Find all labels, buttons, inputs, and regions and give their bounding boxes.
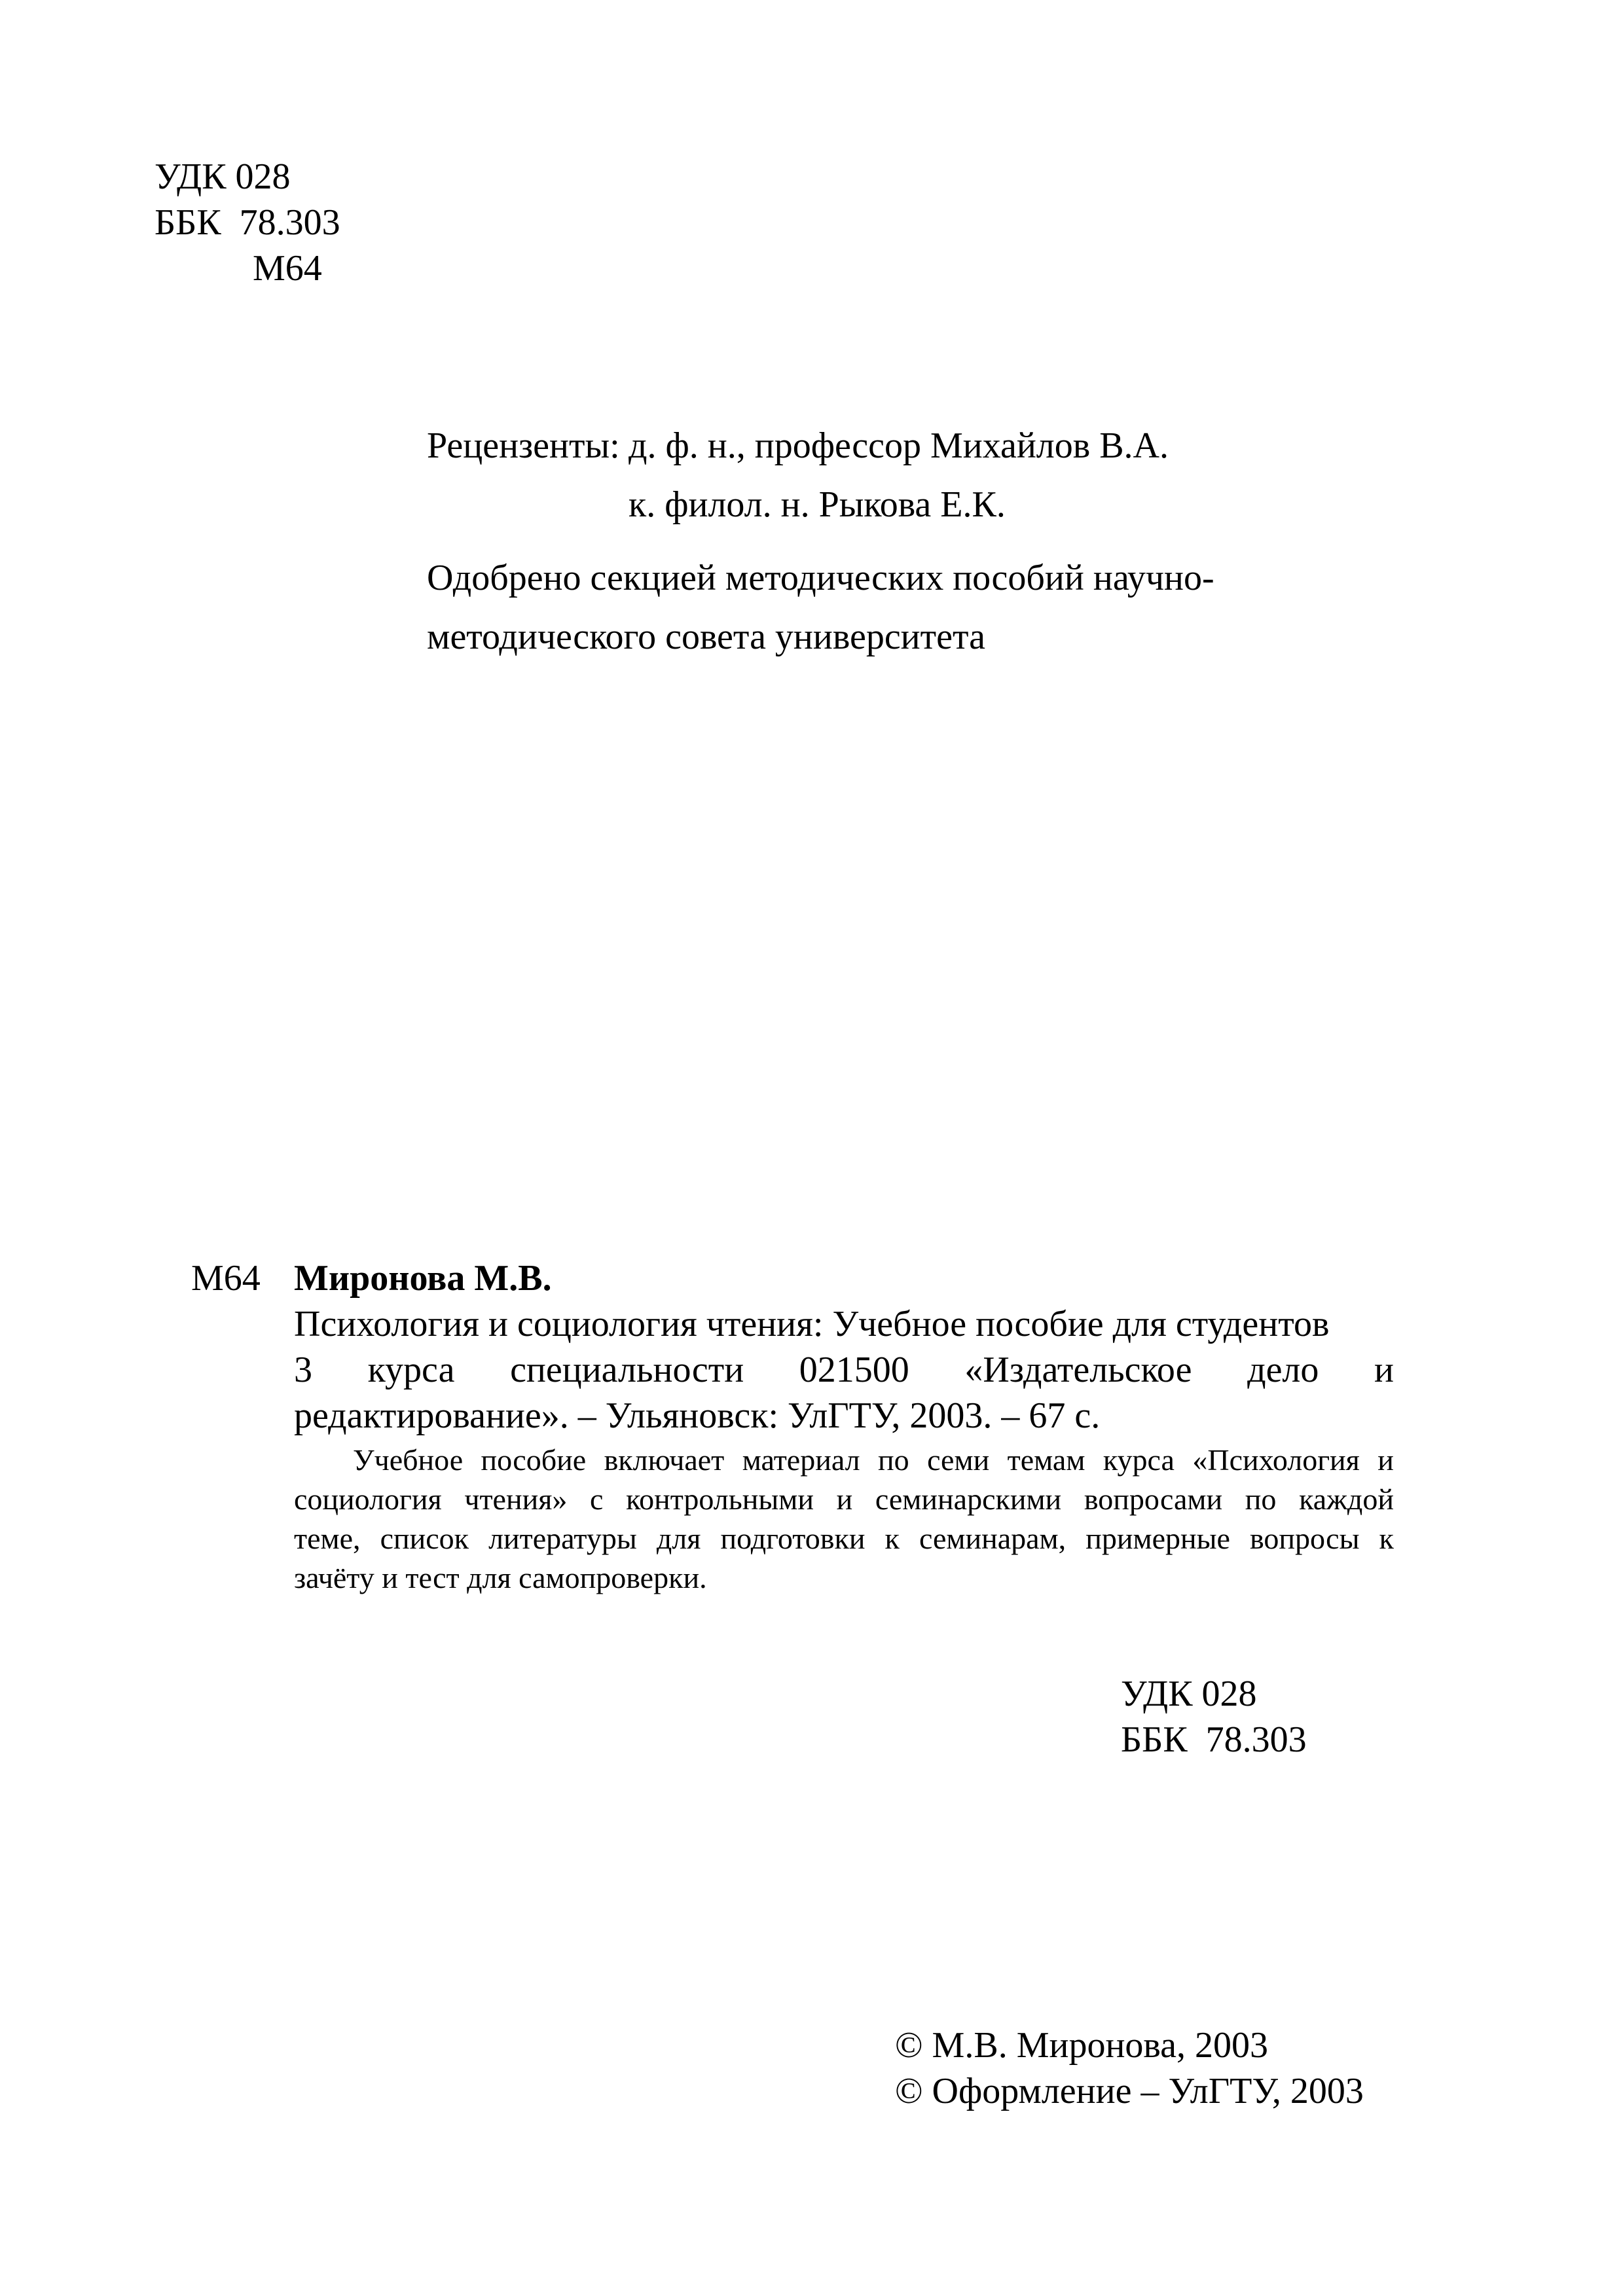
annotation-word: вопросами [1084, 1482, 1223, 1516]
reviewer-2: к. филол. н. Рыкова Е.К. [629, 484, 1006, 525]
classification-codes-top [155, 154, 340, 291]
annotation-word: включает [604, 1443, 725, 1477]
annotation-word: каждой [1299, 1482, 1394, 1516]
annotation-word: к [884, 1522, 900, 1555]
reviewers-label: Рецензенты: [427, 425, 620, 466]
bib-word: курса [367, 1350, 455, 1390]
bbk-code: ББК 78.303 [155, 202, 340, 243]
annotation-word: контрольными [626, 1482, 814, 1516]
annotation-word: темам [1007, 1443, 1085, 1477]
bib-word: «Издательское [964, 1350, 1192, 1390]
bib-word: 3 [294, 1350, 312, 1390]
annotation-word: семи [927, 1443, 990, 1477]
annotation-word: материал [742, 1443, 860, 1477]
reviewers-block [427, 416, 1169, 534]
approval-line-2: методического совета университета [427, 617, 985, 657]
annotation-word: семинарскими [875, 1482, 1062, 1516]
annotation-line-2 [294, 1480, 1394, 1519]
annotation-word: для [656, 1522, 701, 1555]
annotation-word: и [836, 1482, 853, 1516]
udk-code: УДК 028 [155, 156, 291, 197]
annotation-word: по [1245, 1482, 1277, 1516]
approval-note [427, 548, 1214, 666]
annotation-word: подготовки [720, 1522, 866, 1555]
annotation-word: семинарам, [919, 1522, 1067, 1555]
bib-word: специальности [510, 1350, 744, 1390]
bib-word: 021500 [799, 1350, 909, 1390]
annotation-word: курса [1103, 1443, 1175, 1477]
annotation-word: литературы [488, 1522, 637, 1555]
annotation-line-4: зачёту и тест для самопроверки. [294, 1561, 707, 1594]
copyright-block [895, 2022, 1364, 2114]
bib-word: и [1374, 1350, 1394, 1390]
annotation [294, 1441, 1394, 1598]
annotation-word: вопросы [1249, 1522, 1360, 1555]
bib-line-1: Психология и социология чтения: Учебное пособие для студентов [294, 1304, 1330, 1344]
udk-code: УДК 028 [1121, 1674, 1257, 1714]
annotation-word: теме, [294, 1522, 361, 1555]
bibliographic-record [294, 1255, 1394, 1439]
copyright-author: © М.В. Миронова, 2003 [895, 2025, 1268, 2066]
bib-word: дело [1247, 1350, 1319, 1390]
annotation-word: с [590, 1482, 604, 1516]
annotation-word: «Психология [1192, 1443, 1360, 1477]
annotation-word: пособие [481, 1443, 587, 1477]
annotation-line-1 [294, 1441, 1394, 1480]
annotation-word: по [878, 1443, 909, 1477]
annotation-word: к [1379, 1522, 1394, 1555]
copyright-design: © Оформление – УлГТУ, 2003 [895, 2071, 1364, 2111]
annotation-word: чтения» [464, 1482, 568, 1516]
bib-line-3: редактирование». – Ульяновск: УлГТУ, 2003. – 67 с. [294, 1395, 1101, 1436]
annotation-word: социология [294, 1482, 442, 1516]
reviewer-1: д. ф. н., профессор Михайлов В.А. [629, 425, 1169, 466]
bbk-code: ББК 78.303 [1121, 1719, 1307, 1760]
bib-line-2 [294, 1347, 1394, 1393]
book-author: Миронова М.В. [294, 1258, 552, 1299]
author-mark: М64 [253, 248, 322, 289]
classification-codes-bottom [1121, 1671, 1307, 1763]
annotation-line-3 [294, 1519, 1394, 1558]
approval-line-1: Одобрено секцией методических пособий научно- [427, 558, 1214, 598]
bibliography-code: М64 [191, 1258, 261, 1299]
annotation-word: Учебное [353, 1443, 464, 1477]
annotation-word: и [1377, 1443, 1394, 1477]
annotation-word: примерные [1085, 1522, 1230, 1555]
annotation-word: список [380, 1522, 469, 1555]
